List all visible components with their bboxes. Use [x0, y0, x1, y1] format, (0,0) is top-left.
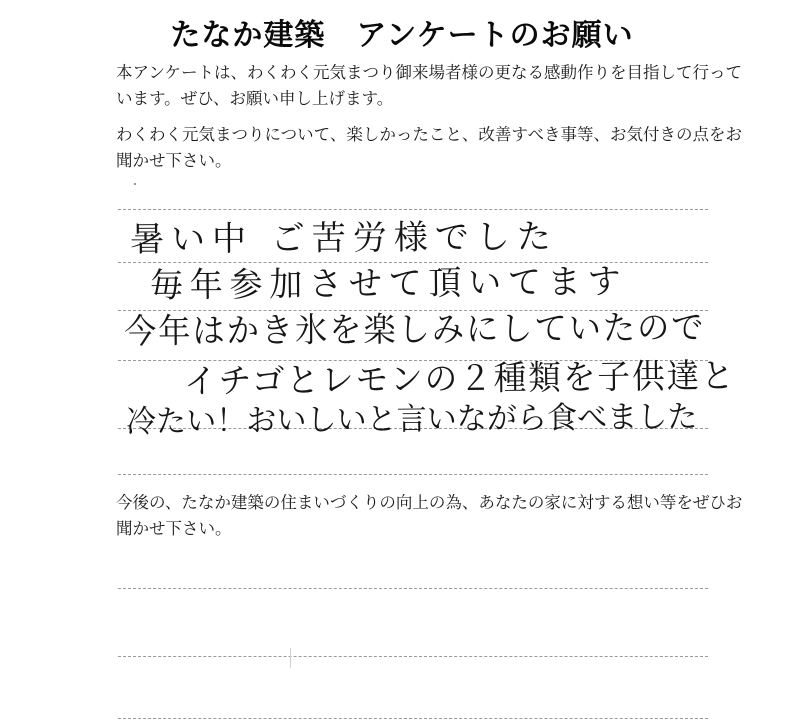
question-2: 今後の、たなか建築の住まいづくりの向上の為、あなたの家に対する想い等をぜひお聞かせ下さい。: [116, 493, 743, 538]
answer-rule: [118, 656, 708, 657]
handwritten-answer-line: 冷たい！おいしいと言いながら食べました: [125, 399, 698, 440]
stray-mark: [134, 183, 136, 185]
survey-title: たなか建築 アンケートのお願い: [170, 18, 634, 53]
question-1: わくわく元気まつりについて、楽しかったこと、改善すべき事等、お気付きの点をお聞かせ下さい。: [116, 125, 743, 170]
handwritten-answer-line: イチゴとレモンの２種類を子供達と: [183, 356, 736, 402]
paper-crease: [290, 648, 291, 668]
handwritten-answer-line: 暑い中 ご苦労様でした: [129, 217, 558, 260]
answer-rule: [118, 474, 708, 475]
survey-intro: 本アンケートは、わくわく元気まつり御来場者様の更なる感動作りを目指して行っています。ぜひ、お願い申し上げます。: [116, 63, 743, 108]
answer-rule: [118, 588, 708, 589]
handwritten-answer-line: 今年はかき氷を楽しみにしていたので: [123, 307, 706, 352]
answer-rule: [118, 718, 708, 719]
handwritten-answer-line: 毎年参加させて頂いてます: [149, 261, 628, 306]
